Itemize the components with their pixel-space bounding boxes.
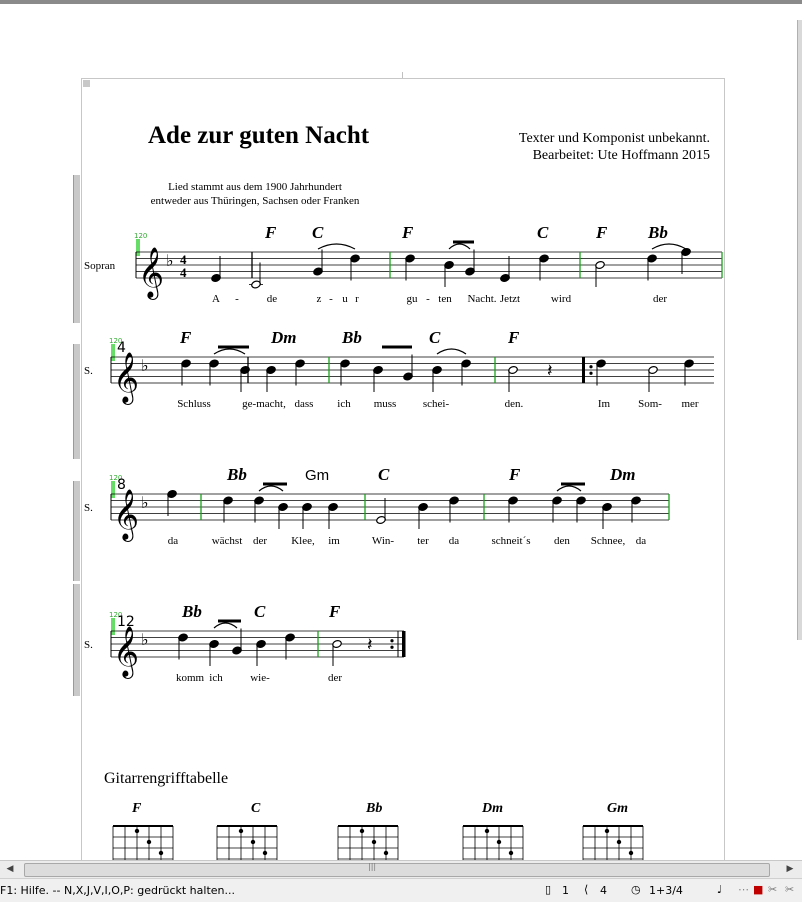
lyric-syllable[interactable]: der (327, 672, 343, 684)
lyric-syllable[interactable]: mer (681, 398, 699, 410)
chord-symbol[interactable]: Gm (305, 467, 330, 484)
lyric-syllable[interactable]: - (426, 293, 430, 305)
chord-symbol[interactable]: Bb (182, 602, 202, 621)
repeat-start-barline[interactable] (582, 357, 585, 383)
status-bar (0, 878, 802, 902)
lyric-syllable[interactable]: ich (209, 672, 223, 684)
tempo-text-3[interactable]: 120 (109, 474, 123, 482)
chord-symbol[interactable]: F (265, 223, 277, 242)
repeat-dot (390, 646, 393, 649)
finger-dot (384, 851, 388, 855)
lyric-syllable[interactable]: wird (550, 293, 572, 305)
time-signature-top[interactable]: 4 (180, 252, 187, 267)
lyric-syllable[interactable]: der (252, 535, 268, 547)
status-hint: F1: Hilfe. -- N,X,J,V,I,O,P: gedrückt halten... (0, 884, 235, 897)
tie-slur[interactable] (437, 349, 466, 354)
repeat-dot (589, 365, 592, 368)
status-measure: 4 (600, 884, 607, 897)
lyric-syllable[interactable]: de (266, 293, 278, 305)
lyric-syllable[interactable]: r (355, 293, 359, 305)
chord-symbol[interactable]: C (429, 328, 441, 347)
lyric-syllable[interactable]: Win- (371, 535, 395, 547)
status-page: 1 (562, 884, 569, 897)
measure-icon: ⟨ (584, 883, 589, 896)
finger-dot (629, 851, 633, 855)
lyric-syllable[interactable]: dass (294, 398, 314, 410)
chord-symbol[interactable]: F (329, 602, 341, 621)
part-label-2[interactable]: S. (84, 365, 93, 377)
guitar-table-title: Gitarrengrifftabelle (104, 770, 229, 787)
chord-symbol[interactable]: F (180, 328, 192, 347)
page-icon: ▯ (545, 883, 552, 896)
measure-number-4[interactable]: 12 (117, 614, 135, 630)
note-icon[interactable]: ♩ (717, 883, 723, 896)
lyric-syllable[interactable]: - (235, 293, 239, 305)
chord-symbol[interactable]: F (596, 223, 608, 242)
lyric-syllable[interactable]: den. (504, 398, 524, 410)
lyric-syllable[interactable]: schei- (422, 398, 450, 410)
finger-dot (159, 851, 163, 855)
record-icon[interactable]: ■ (753, 883, 764, 896)
lyric-syllable[interactable]: Klee, (291, 535, 315, 547)
quarter-rest-icon[interactable]: 𝄽 (547, 360, 553, 382)
chord-symbol[interactable]: Dm (610, 465, 636, 484)
finger-dot (135, 829, 139, 833)
chord-symbol[interactable]: C (254, 602, 266, 621)
chord-symbol[interactable]: C (537, 223, 549, 242)
chord-symbol[interactable]: F (508, 328, 520, 347)
repeat-end-barline[interactable] (402, 631, 406, 657)
lyric-syllable[interactable]: Som- (638, 398, 662, 410)
tie-slur[interactable] (259, 486, 283, 491)
chord-symbol[interactable]: C (312, 223, 324, 242)
lyric-syllable[interactable]: ge-macht, (242, 398, 286, 410)
lyric-syllable[interactable]: da (167, 535, 179, 547)
measure-number-3[interactable]: 8 (117, 477, 126, 493)
lyric-syllable[interactable]: z (316, 293, 322, 305)
lyric-syllable[interactable]: da (635, 535, 647, 547)
finger-dot (263, 851, 267, 855)
guitar-chord-name[interactable]: Gm (607, 801, 628, 816)
lyric-syllable[interactable]: da (448, 535, 460, 547)
composer-line-1: Texter und Komponist unbekannt. (518, 131, 710, 146)
chord-symbol[interactable]: C (378, 465, 390, 484)
lyric-syllable[interactable]: ich (337, 398, 351, 410)
guitar-chord-name[interactable]: F (132, 801, 142, 816)
score-title[interactable]: Ade zur guten Nacht (148, 122, 370, 149)
tie-slur[interactable] (214, 349, 245, 354)
scrollbar-grip-icon: ||| (368, 862, 377, 871)
tool-icon-2[interactable]: ✂ (768, 883, 778, 896)
finger-dot (605, 829, 609, 833)
tempo-text-1[interactable]: 120 (134, 232, 148, 240)
scroll-right-icon[interactable]: ▶ (786, 864, 794, 874)
tempo-text-2[interactable]: 120 (109, 337, 123, 345)
finger-dot (251, 840, 255, 844)
chord-symbol[interactable]: F (402, 223, 414, 242)
horizontal-scrollbar[interactable] (0, 860, 802, 878)
flat-icon[interactable]: ♭ (141, 356, 149, 375)
lyric-syllable[interactable]: komm (175, 672, 205, 684)
lyric-syllable[interactable]: u (342, 293, 348, 305)
lyric-syllable[interactable]: der (652, 293, 668, 305)
chord-symbol[interactable]: Bb (342, 328, 362, 347)
clock-icon: ◷ (631, 883, 641, 896)
guitar-chord-name[interactable]: Dm (482, 801, 503, 816)
guitar-chord-name[interactable]: Bb (366, 801, 383, 816)
info-line-2: entweder aus Thüringen, Sachsen oder Franken (150, 195, 360, 207)
scroll-left-icon[interactable]: ◀ (6, 864, 14, 874)
tool-icon-1[interactable]: ⋯ (738, 883, 749, 896)
lyric-syllable[interactable]: ten (438, 293, 452, 305)
treble-clef-icon[interactable]: 𝄞 (113, 626, 140, 677)
guitar-chord-name[interactable]: C (251, 801, 261, 816)
status-beat: 1+3/4 (649, 884, 683, 897)
lyric-syllable[interactable]: muss (373, 398, 397, 410)
lyric-syllable[interactable]: schneit´s (491, 535, 531, 547)
quarter-rest-icon[interactable]: 𝄽 (367, 634, 373, 656)
lyric-syllable[interactable]: wächst (211, 535, 243, 547)
lyric-syllable[interactable]: ter (417, 535, 429, 547)
lyric-syllable[interactable]: Schnee, (590, 535, 626, 547)
lyric-syllable[interactable]: Nacht. (467, 293, 497, 305)
chord-symbol[interactable]: Bb (227, 465, 247, 484)
time-signature-bottom[interactable]: 4 (180, 265, 187, 280)
tie-slur[interactable] (318, 244, 355, 249)
lyric-syllable[interactable]: Im (597, 398, 611, 410)
tie-slur[interactable] (449, 244, 470, 249)
lyric-syllable[interactable]: Schluss (177, 398, 211, 410)
treble-clef-icon[interactable]: 𝄞 (113, 489, 140, 540)
info-line-1: Lied stammt aus dem 1900 Jahrhundert (168, 181, 342, 193)
lyric-syllable[interactable]: im (328, 535, 340, 547)
lyric-syllable[interactable]: den (554, 535, 570, 547)
treble-clef-icon[interactable]: 𝄞 (138, 247, 165, 298)
flat-icon[interactable]: ♭ (166, 251, 174, 270)
finger-dot (485, 829, 489, 833)
finger-dot (617, 840, 621, 844)
chord-symbol[interactable]: Dm (271, 328, 297, 347)
part-label-1[interactable]: Sopran (84, 260, 116, 272)
treble-clef-icon[interactable]: 𝄞 (113, 352, 140, 403)
lyric-syllable[interactable]: Jetzt (499, 293, 521, 305)
tie-slur[interactable] (652, 244, 686, 249)
repeat-dot (390, 639, 393, 642)
part-label-3[interactable]: S. (84, 502, 93, 514)
flat-icon[interactable]: ♭ (141, 493, 149, 512)
finger-dot (509, 851, 513, 855)
tempo-text-4[interactable]: 120 (109, 611, 123, 619)
lyric-syllable[interactable]: - (329, 293, 333, 305)
part-label-4[interactable]: S. (84, 639, 93, 651)
chord-symbol[interactable]: F (509, 465, 521, 484)
finger-dot (147, 840, 151, 844)
finger-dot (497, 840, 501, 844)
measure-number-2[interactable]: 4 (117, 340, 126, 356)
composer-line-2: Bearbeitet: Ute Hoffmann 2015 (532, 148, 710, 163)
finger-dot (372, 840, 376, 844)
lyric-syllable[interactable]: wie- (250, 672, 270, 684)
scrollbar-thumb[interactable] (24, 863, 770, 877)
tie-slur[interactable] (557, 486, 581, 491)
tie-slur[interactable] (214, 623, 237, 628)
tool-icon-3[interactable]: ✂ (785, 883, 795, 896)
flat-icon[interactable]: ♭ (141, 630, 149, 649)
repeat-dot (589, 372, 592, 375)
lyric-syllable[interactable]: gu (406, 293, 418, 305)
finger-dot (239, 829, 243, 833)
lyric-syllable[interactable]: A (212, 293, 220, 305)
chord-symbol[interactable]: Bb (648, 223, 668, 242)
finger-dot (360, 829, 364, 833)
